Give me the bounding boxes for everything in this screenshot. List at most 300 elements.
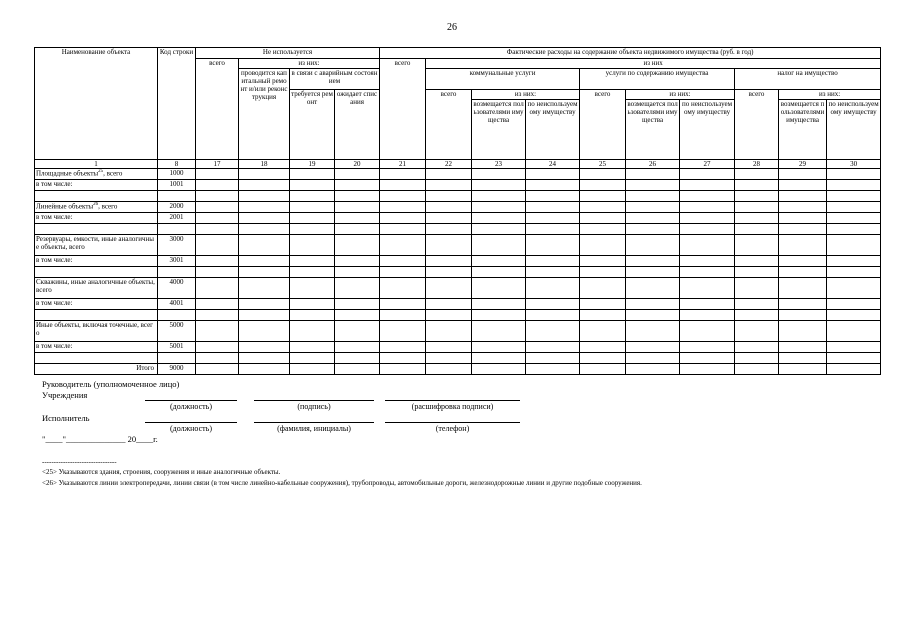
column-number: 29 — [779, 160, 827, 169]
empty-cell — [680, 224, 735, 235]
empty-cell — [680, 321, 735, 342]
row-code — [158, 310, 196, 321]
empty-cell — [680, 267, 735, 278]
empty-cell — [626, 278, 680, 299]
empty-cell — [626, 299, 680, 310]
empty-cell — [426, 202, 472, 213]
empty-cell — [626, 342, 680, 353]
row-code — [158, 224, 196, 235]
signature-executor: Исполнитель — [42, 413, 90, 423]
empty-cell — [827, 169, 881, 180]
empty-cell — [779, 310, 827, 321]
empty-cell — [735, 267, 779, 278]
row-name — [35, 267, 158, 278]
column-number: 20 — [335, 160, 380, 169]
empty-cell — [426, 235, 472, 256]
empty-cell — [580, 180, 626, 191]
row-code — [158, 353, 196, 364]
empty-cell — [827, 224, 881, 235]
empty-cell — [526, 299, 580, 310]
empty-cell — [239, 235, 290, 256]
header-util-reimbursed: возмещается пользователями имущества — [472, 100, 526, 160]
empty-cell — [580, 202, 626, 213]
header-of-them: из них: — [239, 59, 380, 69]
row-name-suffix: , всего — [103, 169, 123, 178]
header-maintenance: услуги по содержанию имущества — [580, 69, 735, 90]
empty-cell — [626, 202, 680, 213]
empty-cell — [680, 364, 735, 375]
column-number: 21 — [380, 160, 426, 169]
total-row — [35, 364, 881, 375]
empty-cell — [779, 321, 827, 342]
row-code: 5001 — [158, 342, 196, 353]
column-number: 28 — [735, 160, 779, 169]
empty-cell — [680, 353, 735, 364]
empty-cell — [239, 321, 290, 342]
table-row — [35, 299, 881, 310]
row-name — [35, 180, 158, 191]
empty-cell — [335, 169, 380, 180]
executor-fio-line — [254, 422, 374, 423]
header-tax-total: всего — [735, 90, 779, 160]
empty-cell — [827, 278, 881, 299]
header-not-used-total: всего — [196, 59, 239, 160]
header-util-unused: по неиспользуемому имуществу — [526, 100, 580, 160]
empty-cell — [626, 321, 680, 342]
empty-cell — [196, 180, 239, 191]
row-name-text: в том числе: — [36, 299, 73, 308]
empty-cell — [290, 310, 335, 321]
column-number-row — [35, 160, 881, 169]
empty-cell — [335, 213, 380, 224]
empty-cell — [290, 180, 335, 191]
empty-cell — [239, 278, 290, 299]
empty-cell — [380, 213, 426, 224]
header-of-them2: из них — [426, 59, 881, 69]
empty-cell — [380, 169, 426, 180]
row-code: 3001 — [158, 256, 196, 267]
empty-cell — [779, 202, 827, 213]
empty-cell — [472, 364, 526, 375]
empty-cell — [335, 364, 380, 375]
row-code: 2000 — [158, 202, 196, 213]
empty-cell — [426, 191, 472, 202]
row-name-text: в том числе: — [36, 180, 73, 189]
empty-cell — [290, 169, 335, 180]
row-code: 2001 — [158, 213, 196, 224]
row-name-text: в том числе: — [36, 256, 73, 265]
table-row — [35, 235, 881, 256]
empty-cell — [196, 353, 239, 364]
empty-cell — [239, 342, 290, 353]
column-number: 19 — [290, 160, 335, 169]
empty-cell — [580, 191, 626, 202]
empty-cell — [196, 321, 239, 342]
empty-cell — [526, 342, 580, 353]
empty-cell — [335, 235, 380, 256]
position-line — [145, 400, 237, 401]
table-row — [35, 224, 881, 235]
row-code — [158, 267, 196, 278]
empty-cell — [472, 299, 526, 310]
empty-cell — [196, 278, 239, 299]
empty-cell — [779, 364, 827, 375]
empty-cell — [426, 180, 472, 191]
empty-cell — [580, 278, 626, 299]
row-name — [35, 353, 158, 364]
empty-cell — [779, 213, 827, 224]
empty-cell — [735, 278, 779, 299]
empty-cell — [239, 180, 290, 191]
empty-cell — [680, 310, 735, 321]
empty-cell — [290, 213, 335, 224]
empty-cell — [472, 353, 526, 364]
row-name — [35, 169, 158, 180]
row-name-text: Линейные объекты — [36, 202, 94, 211]
empty-cell — [626, 364, 680, 375]
table-row — [35, 180, 881, 191]
empty-cell — [580, 299, 626, 310]
empty-cell — [335, 278, 380, 299]
empty-cell — [196, 364, 239, 375]
empty-cell — [290, 321, 335, 342]
footnote-ref: 25 — [98, 169, 104, 175]
empty-cell — [526, 267, 580, 278]
empty-cell — [827, 299, 881, 310]
header-awaits: ожидает списания — [335, 90, 380, 160]
empty-cell — [380, 364, 426, 375]
row-name-text: Площадные объекты — [36, 169, 99, 178]
empty-cell — [779, 235, 827, 256]
empty-cell — [335, 267, 380, 278]
empty-cell — [380, 180, 426, 191]
empty-cell — [735, 256, 779, 267]
empty-cell — [626, 353, 680, 364]
empty-cell — [827, 321, 881, 342]
empty-cell — [290, 191, 335, 202]
empty-cell — [290, 202, 335, 213]
caption-executor-position: (должность) — [170, 424, 212, 433]
empty-cell — [735, 342, 779, 353]
empty-cell — [779, 267, 827, 278]
empty-cell — [580, 321, 626, 342]
header-code: Код строки — [158, 48, 196, 160]
executor-position-line — [145, 422, 237, 423]
empty-cell — [472, 256, 526, 267]
empty-cell — [472, 321, 526, 342]
empty-cell — [380, 256, 426, 267]
empty-cell — [426, 213, 472, 224]
empty-cell — [239, 202, 290, 213]
empty-cell — [526, 256, 580, 267]
empty-cell — [380, 202, 426, 213]
empty-cell — [472, 191, 526, 202]
empty-cell — [827, 267, 881, 278]
footnote-ref: 26 — [93, 202, 99, 208]
total-label: Итого — [35, 364, 158, 375]
row-name — [35, 213, 158, 224]
empty-cell — [626, 191, 680, 202]
empty-cell — [526, 169, 580, 180]
row-name — [35, 342, 158, 353]
empty-cell — [426, 224, 472, 235]
row-name-text: Резервуары, емкости, иные аналогичные объекты, всего — [36, 235, 154, 252]
empty-cell — [526, 364, 580, 375]
caption-signature: (подпись) — [297, 402, 331, 411]
empty-cell — [426, 267, 472, 278]
table-row — [35, 169, 881, 180]
total-code: 9000 — [158, 364, 196, 375]
empty-cell — [580, 213, 626, 224]
empty-cell — [239, 224, 290, 235]
caption-position: (должность) — [170, 402, 212, 411]
empty-cell — [380, 299, 426, 310]
table-row — [35, 213, 881, 224]
header-repair: проводится капитальный ремонт и/или реконструкция — [239, 69, 290, 160]
empty-cell — [779, 191, 827, 202]
header-actual-total: всего — [380, 59, 426, 160]
row-code: 5000 — [158, 321, 196, 342]
empty-cell — [472, 342, 526, 353]
row-name-text: Скважины, иные аналогичные объекты, всего — [36, 278, 155, 295]
empty-cell — [196, 224, 239, 235]
row-name — [35, 202, 158, 213]
empty-cell — [239, 213, 290, 224]
empty-cell — [526, 310, 580, 321]
empty-cell — [426, 310, 472, 321]
empty-cell — [626, 256, 680, 267]
empty-cell — [580, 310, 626, 321]
empty-cell — [380, 353, 426, 364]
signature-institution: Учреждения — [42, 390, 88, 400]
empty-cell — [335, 353, 380, 364]
empty-cell — [239, 364, 290, 375]
empty-cell — [196, 169, 239, 180]
empty-cell — [196, 202, 239, 213]
executor-phone-line — [385, 422, 520, 423]
column-number: 26 — [626, 160, 680, 169]
empty-cell — [827, 213, 881, 224]
empty-cell — [239, 256, 290, 267]
table-row — [35, 278, 881, 299]
empty-cell — [580, 169, 626, 180]
empty-cell — [735, 202, 779, 213]
empty-cell — [196, 213, 239, 224]
empty-cell — [735, 299, 779, 310]
empty-cell — [580, 342, 626, 353]
empty-cell — [426, 169, 472, 180]
empty-cell — [426, 321, 472, 342]
empty-cell — [779, 353, 827, 364]
empty-cell — [290, 299, 335, 310]
row-name — [35, 191, 158, 202]
table-row — [35, 256, 881, 267]
empty-cell — [580, 256, 626, 267]
header-maint-total: всего — [580, 90, 626, 160]
empty-cell — [335, 180, 380, 191]
row-name — [35, 278, 158, 299]
empty-cell — [580, 267, 626, 278]
empty-cell — [290, 364, 335, 375]
empty-cell — [335, 299, 380, 310]
header-tax: налог на имущество — [735, 69, 881, 90]
empty-cell — [526, 353, 580, 364]
empty-cell — [290, 224, 335, 235]
row-name-suffix: , всего — [98, 202, 118, 211]
empty-cell — [290, 235, 335, 256]
row-code: 3000 — [158, 235, 196, 256]
empty-cell — [827, 191, 881, 202]
empty-cell — [290, 353, 335, 364]
empty-cell — [735, 321, 779, 342]
header-emergency: в связи с аварийным состоянием — [290, 69, 380, 90]
empty-cell — [380, 191, 426, 202]
column-number: 24 — [526, 160, 580, 169]
empty-cell — [426, 299, 472, 310]
empty-cell — [626, 180, 680, 191]
empty-cell — [472, 180, 526, 191]
empty-cell — [196, 299, 239, 310]
header-maint-reimbursed: возмещается пользователями имущества — [626, 100, 680, 160]
table-row — [35, 191, 881, 202]
empty-cell — [472, 310, 526, 321]
row-code: 4001 — [158, 299, 196, 310]
empty-cell — [626, 169, 680, 180]
header-maint-unused: по неиспользуемому имуществу — [680, 100, 735, 160]
empty-cell — [472, 202, 526, 213]
empty-cell — [335, 256, 380, 267]
empty-cell — [426, 364, 472, 375]
row-code — [158, 191, 196, 202]
column-number: 30 — [827, 160, 881, 169]
empty-cell — [526, 278, 580, 299]
empty-cell — [335, 321, 380, 342]
empty-cell — [779, 180, 827, 191]
header-name: Наименование объекта — [35, 48, 158, 160]
row-code: 1001 — [158, 180, 196, 191]
header-tax-of-them: из них: — [779, 90, 881, 100]
empty-cell — [526, 202, 580, 213]
row-name-text: в том числе: — [36, 342, 73, 351]
empty-cell — [290, 267, 335, 278]
empty-cell — [335, 310, 380, 321]
empty-cell — [526, 321, 580, 342]
caption-decoding: (расшифровка подписи) — [411, 402, 494, 411]
row-name — [35, 321, 158, 342]
empty-cell — [735, 364, 779, 375]
empty-cell — [827, 256, 881, 267]
empty-cell — [426, 256, 472, 267]
column-number: 25 — [580, 160, 626, 169]
empty-cell — [626, 224, 680, 235]
row-name — [35, 256, 158, 267]
row-name — [35, 224, 158, 235]
empty-cell — [735, 235, 779, 256]
table-body — [35, 160, 881, 375]
empty-cell — [290, 256, 335, 267]
empty-cell — [735, 353, 779, 364]
empty-cell — [680, 180, 735, 191]
empty-cell — [779, 256, 827, 267]
footnote-separator: -------------------------------- — [42, 458, 117, 466]
header-tax-unused: по неиспользуемому имуществу — [827, 100, 881, 160]
empty-cell — [426, 342, 472, 353]
footnote-26: <26> Указываются линии электропередачи, линии связи (в том числе линейно-кабельные сооружения), трубопроводы, автомобильные дороги, железнодорожные линии и другие подобные сооружения. — [42, 479, 642, 487]
empty-cell — [335, 342, 380, 353]
empty-cell — [735, 169, 779, 180]
empty-cell — [472, 224, 526, 235]
empty-cell — [526, 235, 580, 256]
row-name-text: в том числе: — [36, 213, 73, 222]
empty-cell — [735, 310, 779, 321]
header-needs-repair: требуется ремонт — [290, 90, 335, 160]
empty-cell — [380, 342, 426, 353]
empty-cell — [196, 256, 239, 267]
empty-cell — [426, 353, 472, 364]
empty-cell — [380, 310, 426, 321]
table-row — [35, 321, 881, 342]
empty-cell — [626, 213, 680, 224]
empty-cell — [626, 267, 680, 278]
empty-cell — [526, 180, 580, 191]
empty-cell — [827, 235, 881, 256]
empty-cell — [472, 169, 526, 180]
empty-cell — [735, 180, 779, 191]
empty-cell — [196, 267, 239, 278]
column-number: 22 — [426, 160, 472, 169]
empty-cell — [472, 235, 526, 256]
empty-cell — [290, 278, 335, 299]
decoding-line — [385, 400, 520, 401]
empty-cell — [526, 224, 580, 235]
empty-cell — [196, 191, 239, 202]
header-maint-of-them: из них: — [626, 90, 735, 100]
empty-cell — [239, 299, 290, 310]
empty-cell — [779, 299, 827, 310]
empty-cell — [626, 235, 680, 256]
page-number: 26 — [447, 22, 457, 33]
signature-head-title: Руководитель (уполномоченное лицо) — [42, 379, 180, 389]
table-row — [35, 342, 881, 353]
empty-cell — [290, 342, 335, 353]
empty-cell — [735, 224, 779, 235]
column-number: 27 — [680, 160, 735, 169]
empty-cell — [827, 364, 881, 375]
footnote-25: <25> Указываются здания, строения, сооружения и иные аналогичные объекты. — [42, 468, 281, 476]
row-code: 4000 — [158, 278, 196, 299]
empty-cell — [827, 180, 881, 191]
empty-cell — [380, 267, 426, 278]
empty-cell — [472, 267, 526, 278]
empty-cell — [735, 191, 779, 202]
caption-phone: (телефон) — [435, 424, 470, 433]
signature-date: "____"______________ 20____г. — [42, 434, 158, 444]
empty-cell — [380, 321, 426, 342]
empty-cell — [735, 213, 779, 224]
empty-cell — [580, 235, 626, 256]
empty-cell — [779, 342, 827, 353]
empty-cell — [472, 278, 526, 299]
empty-cell — [239, 310, 290, 321]
column-number: 23 — [472, 160, 526, 169]
empty-cell — [335, 191, 380, 202]
row-name — [35, 299, 158, 310]
empty-cell — [827, 342, 881, 353]
empty-cell — [239, 169, 290, 180]
table-row — [35, 267, 881, 278]
empty-cell — [680, 235, 735, 256]
table-row — [35, 310, 881, 321]
